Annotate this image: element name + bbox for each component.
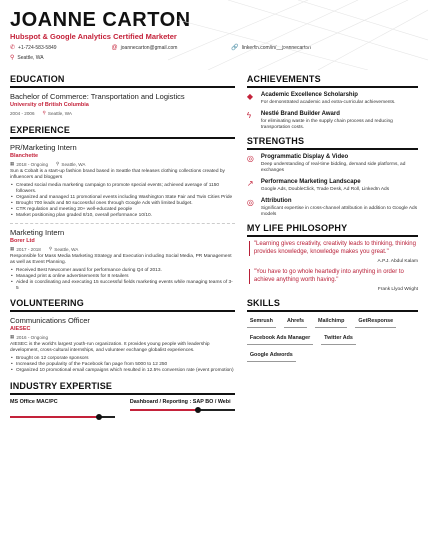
achievement-title: Nestlé Brand Builder Award — [260, 111, 340, 117]
linkedin-text[interactable]: linkedin.com/in/__joannecarton — [241, 44, 311, 51]
education-school: University of British Columbia — [10, 102, 89, 108]
job-entry — [10, 228, 235, 292]
education-location-text: Seattle, WA — [47, 110, 72, 116]
expertise-item — [130, 399, 235, 418]
job-dates — [10, 161, 48, 167]
candidate-name: JOANNE CARTON — [10, 9, 191, 31]
divider — [10, 223, 235, 224]
volunteer-org: AIESEC — [10, 326, 31, 333]
expertise-bar — [10, 416, 115, 418]
email-icon: @ — [111, 44, 118, 51]
expertise-label: Dashboard / Reporting : SAP BO / Webi — [129, 399, 231, 405]
volunteering-heading: VOLUNTEERING — [10, 298, 235, 312]
skill-tag: Facebook Ads Manager — [247, 333, 313, 345]
strength-title: Programmatic Display & Video — [260, 154, 349, 160]
education-meta — [10, 110, 235, 116]
education-heading: EDUCATION — [10, 74, 235, 88]
job-location — [49, 246, 78, 252]
quote-text: "Learning gives creativity, creativity leads to thinking, thinking provides knowledge, knowledge makes you great." — [249, 241, 418, 256]
job-meta — [10, 246, 235, 252]
expertise-knob — [96, 414, 102, 420]
volunteer-role: Communications Officer — [10, 316, 90, 326]
achievement-item — [247, 111, 418, 131]
phone-contact — [10, 44, 57, 51]
strength-title: Performance Marketing Landscape — [260, 179, 361, 185]
calendar-icon: ▦ — [10, 334, 15, 340]
job-bullets — [10, 268, 235, 292]
job-bullets — [10, 183, 235, 220]
job-entry — [10, 143, 235, 219]
location-row — [10, 54, 418, 61]
list-item: • Market positioning plan graded 8/10, overall performance 10/10. — [10, 213, 235, 219]
expertise-knob — [195, 407, 201, 413]
industry-expertise-heading: INDUSTRY EXPERTISE — [10, 381, 235, 395]
quote-author: Frank Llyod Wright — [377, 287, 418, 292]
candidate-role: Hubspot & Google Analytics Certified Marketer — [10, 32, 177, 41]
location-pin-icon: ⚲ — [10, 55, 15, 61]
calendar-icon: ▦ — [10, 161, 15, 166]
job-description: Sun & Cobalt is a start-up fashion brand based in Seattle that releases clothing collections created by influencers and bloggers — [10, 169, 225, 181]
resume-columns — [10, 74, 418, 418]
list-item: • Received Best Newcomer award for performance during Q4 of 2013. — [10, 268, 235, 274]
email-text[interactable]: joannecarton@gmail.com — [120, 44, 178, 51]
job-title: Marketing Intern — [10, 228, 65, 238]
list-item: • Organized and managed 11 promotional events including Washington State Fair and Twin Cities Pride — [10, 195, 235, 201]
skills-heading: SKILLS — [247, 298, 418, 312]
expertise-fill — [10, 416, 99, 418]
quote-text: "You have to go whole heartedly into anything in order to achieve anything worth having." — [249, 269, 418, 284]
job-location-text: Seattle, WA — [61, 161, 86, 167]
volunteer-meta — [10, 334, 235, 340]
skill-tag: Google Adwords — [247, 350, 296, 362]
volunteer-dates-text: 2016 - Ongoing — [16, 334, 49, 340]
education-location — [43, 110, 72, 116]
job-location — [56, 161, 85, 167]
strength-item — [247, 198, 418, 218]
volunteer-bullets — [10, 356, 235, 374]
job-title: PR/Marketing Intern — [10, 143, 77, 152]
list-item: • CTR regulation and meeting 20+ well-educated people — [10, 207, 235, 213]
philosophy-heading: MY LIFE PHILOSOPHY — [247, 223, 418, 237]
calendar-icon: ▦ — [10, 246, 15, 252]
strength-desc: Significant expertise in cross-channel attribution in addition to Google Ads models — [260, 206, 418, 217]
strengths-heading: STRENGTHS — [247, 136, 418, 150]
job-meta — [10, 161, 235, 167]
location-pin-icon: ⚲ — [42, 110, 46, 115]
education-degree: Bachelor of Commerce: Transportation and Logistics — [10, 92, 185, 101]
expertise-bar — [130, 409, 235, 411]
skills-list — [247, 316, 418, 362]
location-pin-icon: ⚲ — [56, 161, 60, 166]
skill-tag: GetResponse — [355, 316, 396, 328]
experience-heading: EXPERIENCE — [10, 125, 235, 139]
expertise-label: MS Office MAC/PC — [10, 399, 58, 405]
job-description: Responsible for Mass Media Marketing Strategy and Execution including Social Media, PR Management as well as Event Planning. — [10, 254, 232, 266]
strength-title: Attribution — [260, 198, 292, 204]
skill-tag: Twitter Ads — [321, 333, 356, 345]
phone-text: +1-724-583-5849 — [18, 44, 57, 51]
contact-row — [10, 44, 418, 51]
strength-item — [247, 154, 418, 174]
list-item: • Increased the popularity of the Facebook fan page from 5000 to 12 250 — [10, 362, 235, 368]
expertise-row — [10, 399, 235, 418]
trend-icon: ↗ — [246, 179, 254, 188]
skill-tag: Semrush — [247, 316, 276, 328]
strength-item — [247, 179, 418, 193]
strength-desc: Deep understanding of real-time bidding, demand side platforms, ad exchanges — [260, 162, 406, 173]
job-dates — [10, 246, 41, 252]
skill-tag: Mailchimp — [315, 316, 347, 328]
linkedin-contact[interactable] — [231, 44, 310, 51]
location-pin-icon: ⚲ — [48, 246, 53, 252]
phone-icon: ✆ — [10, 45, 16, 51]
target-icon: ◎ — [246, 154, 254, 163]
lightning-icon: ϟ — [246, 111, 252, 120]
job-dates-text: 2018 - Ongoing — [16, 161, 49, 167]
achievements-heading: ACHIEVEMENTS — [247, 74, 418, 88]
achievement-item — [247, 92, 418, 106]
right-column — [247, 74, 418, 418]
job-company: Blanchette — [10, 153, 39, 159]
job-company: Borer Ltd — [10, 238, 35, 245]
list-item: • Brought on 12 corporate sponsors — [10, 356, 235, 362]
diamond-icon: ◆ — [246, 92, 254, 101]
volunteer-description: AIESEC is the world's largest youth-run organization. It provides young people with leadership development, cross-cultural internships, and volunteer exchange globalist experiences. — [10, 342, 210, 354]
email-contact[interactable] — [112, 45, 178, 51]
job-location-text: Seattle, WA — [54, 246, 79, 252]
volunteer-dates — [10, 334, 48, 340]
quote-author: A.P.J. Abdul Kalam — [377, 259, 418, 264]
job-dates-text: 2017 - 2018 — [16, 246, 41, 252]
expertise-item — [10, 399, 115, 418]
list-item: • Created social media marketing campaign to promote special events; achieved average of 1150 followers. — [10, 183, 235, 195]
left-column — [10, 74, 235, 418]
achievement-desc: for eliminating waste in the supply chain process and reducing transportation costs. — [260, 119, 393, 130]
target-icon: ◎ — [246, 198, 254, 207]
expertise-fill — [130, 409, 198, 411]
education-dates: 2004 - 2006 — [10, 110, 35, 116]
skill-tag: Ahrefs — [284, 316, 307, 328]
list-item: • Aided in coordinating and executing 15 successful fields marketing events while managing teams of 3-5 — [10, 280, 235, 292]
achievement-title: Academic Excellence Scholarship — [260, 92, 358, 98]
strength-desc: Google Ads, DoubleClick, Trade Desk, Ad Roll, LinkedIn Ads — [260, 187, 390, 192]
achievement-desc: For demonstrated academic and extra-curricular achievements. — [260, 100, 396, 105]
link-icon: 🔗 — [231, 45, 239, 51]
location-text: Seattle, WA — [17, 54, 44, 61]
list-item: • Managed print & online advertisements for 8 retailers — [10, 274, 235, 280]
list-item: • Organized 10 promotional email campaigns which resulted in 12.5% conversion rate (event promotion) — [10, 368, 235, 374]
list-item: • Brought 700 leads and 50 successful ones through Google Ads with limited budget. — [10, 201, 235, 207]
